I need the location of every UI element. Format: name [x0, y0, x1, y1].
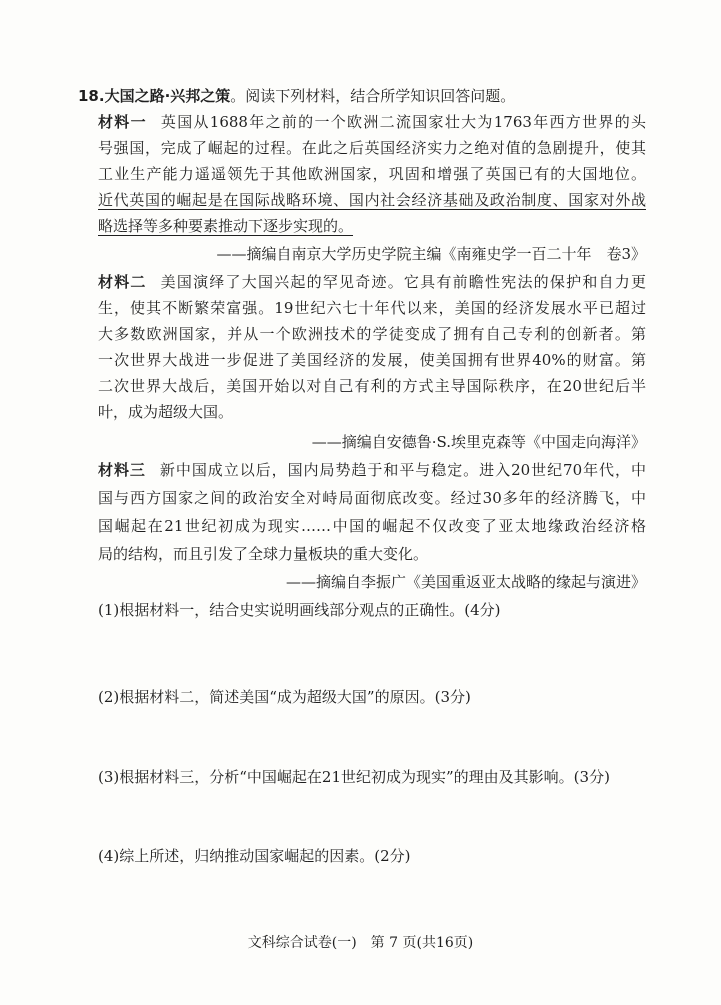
sub-question-4: (4)综上所述，归纳推动国家崛起的因素。(2分)	[98, 847, 411, 865]
material1-label: 材料一	[98, 113, 147, 131]
underlined-viewpoint: 近代英国的崛起是在国际战略环境、国内社会经济基础及政治制度、国家对外战	[98, 191, 646, 209]
question-title	[78, 86, 515, 106]
material3-line-3: 国崛起在21世纪初成为现实……中国的崛起不仅改变了亚太地缘政治经济格	[98, 517, 646, 535]
material1-line-4	[98, 190, 646, 210]
material2-text: 美国演绎了大国兴起的罕见奇迹。它具有前瞻性宪法的保护和自力更	[160, 273, 646, 291]
material1-line-5	[98, 216, 646, 236]
material3-source: ——摘编自李振广《美国重返亚太战略的缘起与演进》	[285, 573, 646, 591]
material2-line-4: 一次世界大战进一步促进了美国经济的发展，使美国拥有世界40%的财富。第	[98, 351, 646, 369]
material2-line-2: 生，使其不断繁荣富强。19世纪六七十年代以来，美国的经济发展水平已超过	[98, 299, 646, 317]
material3-label: 材料三	[98, 461, 146, 479]
underlined-viewpoint-end: 略选择等多种要素推动下逐步实现的。	[98, 217, 354, 235]
material2-line-3: 大多数欧洲国家，并从一个欧洲技术的学徒变成了拥有自己专利的创新者。第	[98, 325, 646, 343]
material2-line-6: 叶，成为超级大国。	[98, 403, 234, 421]
material1-source: ——摘编自南京大学历史学院主编《南雍史学一百二十年 卷3》	[216, 245, 646, 263]
material3-text: 新中国成立以后，国内局势趋于和平与稳定。进入20世纪70年代，中	[159, 461, 646, 479]
material2-line-5: 二次世界大战后，美国开始以对自己有利的方式主导国际秩序，在20世纪后半	[98, 377, 646, 395]
material2-label: 材料二	[98, 273, 147, 291]
material3-line-4: 局的结构，而且引发了全球力量板块的重大变化。	[98, 545, 429, 563]
material1-text: 英国从1688年之前的一个欧洲二流国家壮大为1763年西方世界的头	[160, 113, 646, 131]
page-footer: 文科综合试卷(一) 第 7 页(共16页)	[247, 935, 474, 951]
material2-source: ——摘编自安德鲁·S.埃里克森等《中国走向海洋》	[311, 433, 646, 451]
question-number: 18.	[78, 87, 105, 105]
sub-question-1: (1)根据材料一，结合史实说明画线部分观点的正确性。(4分)	[98, 601, 501, 619]
material1-line-2: 号强国，完成了崛起的过程。在此之后英国经济实力之绝对值的急剧提升，使其	[98, 139, 646, 157]
material3-line-2: 国与西方国家之间的政治安全对峙局面彻底改变。经过30多年的经济腾飞，中	[98, 489, 646, 507]
material2-line-1	[98, 272, 646, 292]
material1-line-1	[98, 112, 646, 132]
sub-question-3: (3)根据材料三，分析“中国崛起在21世纪初成为现实”的理由及其影响。(3分)	[98, 768, 610, 786]
sub-question-2: (2)根据材料二，简述美国“成为超级大国”的原因。(3分)	[98, 688, 471, 706]
question-intro: 。阅读下列材料，结合所学知识回答问题。	[230, 87, 516, 105]
question-heading: 大国之路·兴邦之策	[104, 87, 231, 105]
material1-line-3: 工业生产能力遥遥领先于其他欧洲国家，巩固和增强了英国已有的大国地位。	[98, 165, 646, 183]
material3-line-1	[98, 460, 646, 480]
